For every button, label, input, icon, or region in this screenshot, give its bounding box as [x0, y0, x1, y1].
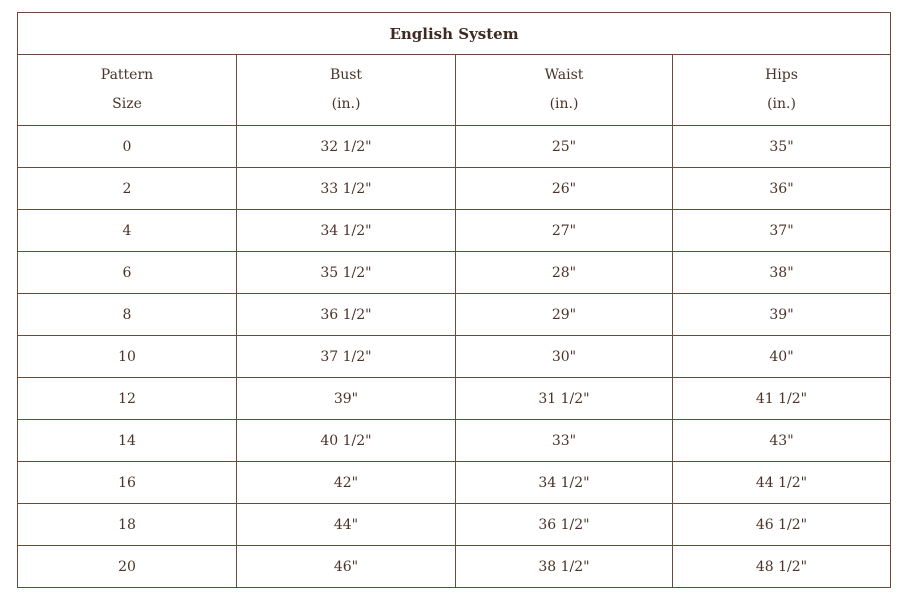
cell-pattern-size: 2	[18, 168, 237, 210]
cell-hips: 43"	[673, 420, 891, 462]
cell-pattern-size: 4	[18, 210, 237, 252]
cell-pattern-size: 14	[18, 420, 237, 462]
header-line2: (in.)	[767, 96, 796, 112]
cell-waist: 34 1/2"	[456, 462, 673, 504]
cell-waist: 29"	[456, 294, 673, 336]
cell-bust: 37 1/2"	[237, 336, 456, 378]
cell-hips: 46 1/2"	[673, 504, 891, 546]
cell-waist: 38 1/2"	[456, 546, 673, 588]
table-row	[18, 168, 891, 210]
header-line1: Bust	[329, 67, 363, 83]
table-row	[18, 462, 891, 504]
cell-waist: 31 1/2"	[456, 378, 673, 420]
cell-pattern-size: 18	[18, 504, 237, 546]
cell-waist: 27"	[456, 210, 673, 252]
cell-hips: 36"	[673, 168, 891, 210]
cell-pattern-size: 20	[18, 546, 237, 588]
cell-pattern-size: 16	[18, 462, 237, 504]
header-line2: (in.)	[331, 96, 361, 112]
cell-bust: 40 1/2"	[237, 420, 456, 462]
header-row	[18, 55, 891, 126]
cell-hips: 39"	[673, 294, 891, 336]
table-row	[18, 252, 891, 294]
cell-hips: 41 1/2"	[673, 378, 891, 420]
size-chart-container	[17, 12, 890, 588]
cell-bust: 33 1/2"	[237, 168, 456, 210]
table-row	[18, 420, 891, 462]
title-row	[18, 13, 891, 55]
header-line2: Size	[112, 96, 142, 112]
cell-pattern-size: 6	[18, 252, 237, 294]
cell-pattern-size: 0	[18, 126, 237, 168]
cell-bust: 46"	[237, 546, 456, 588]
size-chart-table	[17, 12, 891, 588]
cell-bust: 35 1/2"	[237, 252, 456, 294]
header-line1: Pattern	[100, 67, 154, 83]
header-line1: Waist	[544, 67, 584, 83]
cell-bust: 44"	[237, 504, 456, 546]
cell-bust: 34 1/2"	[237, 210, 456, 252]
cell-bust: 32 1/2"	[237, 126, 456, 168]
header-hips	[673, 55, 891, 126]
header-pattern-size	[18, 55, 237, 126]
cell-hips: 40"	[673, 336, 891, 378]
cell-pattern-size: 10	[18, 336, 237, 378]
cell-waist: 36 1/2"	[456, 504, 673, 546]
cell-waist: 30"	[456, 336, 673, 378]
cell-pattern-size: 12	[18, 378, 237, 420]
cell-hips: 38"	[673, 252, 891, 294]
cell-waist: 25"	[456, 126, 673, 168]
cell-hips: 35"	[673, 126, 891, 168]
header-bust	[237, 55, 456, 126]
table-row	[18, 378, 891, 420]
cell-hips: 44 1/2"	[673, 462, 891, 504]
cell-pattern-size: 8	[18, 294, 237, 336]
table-row	[18, 546, 891, 588]
header-line2: (in.)	[549, 96, 579, 112]
cell-waist: 28"	[456, 252, 673, 294]
cell-bust: 39"	[237, 378, 456, 420]
cell-waist: 33"	[456, 420, 673, 462]
table-row	[18, 504, 891, 546]
header-line1: Hips	[765, 67, 798, 83]
header-waist	[456, 55, 673, 126]
table-row	[18, 336, 891, 378]
cell-hips: 37"	[673, 210, 891, 252]
cell-bust: 42"	[237, 462, 456, 504]
cell-bust: 36 1/2"	[237, 294, 456, 336]
table-row	[18, 294, 891, 336]
table-row	[18, 126, 891, 168]
cell-hips: 48 1/2"	[673, 546, 891, 588]
table-row	[18, 210, 891, 252]
table-title: English System	[18, 13, 891, 55]
cell-waist: 26"	[456, 168, 673, 210]
